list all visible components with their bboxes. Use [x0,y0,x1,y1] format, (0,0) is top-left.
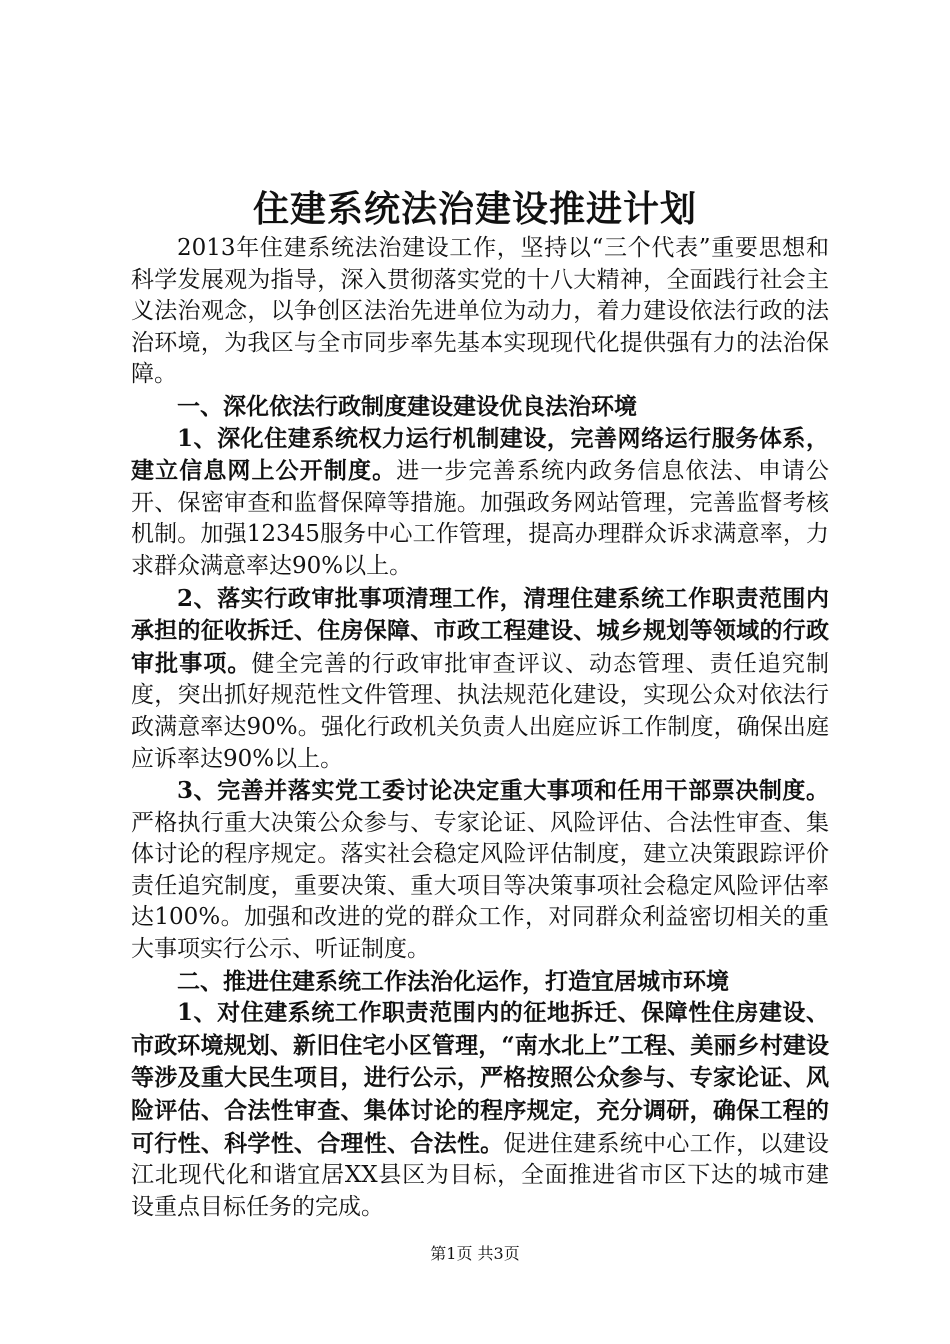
section-2-item-1 [131,997,829,1223]
page-footer: 第1页 共3页 [430,1244,520,1263]
section-1-item-1 [131,423,829,583]
section-1-heading: 一、深化依法行政制度建设建设优良法治环境 [177,392,637,420]
item-lead: 1、对住建系统工作职责范围内的征地拆迁、保障性住房建设、市政环境规划、新旧住宅小区管理，“南水北上”工程、美丽乡村建设等涉及重大民生项目，进行公示，严格按照公众参与、专家论证、风险评估、合法性审查、集体讨论的程序规定，充分调研，确保工程的可行性、科学性、合理性、合法性。 [131,999,829,1157]
item-lead: 3、完善并落实党工委讨论决定重大事项和任用干部票决制度。 [177,777,829,805]
intro-paragraph: 2013年住建系统法治建设工作，坚持以“三个代表”重要思想和科学发展观为指导，深入贯彻落实党的十八大精神，全面践行社会主义法治观念，以争创区法治先进单位为动力，着力建设依法行政的法治环境，为我区与全市同步率先基本实现现代化提供强有力的法治保障。 [131,235,829,388]
item-text: 进一步完善系统内政务信息依法、申请公开、保密审查和监督保障等措施。加强政务网站管理，完善监督考核机制。加强12345服务中心工作管理，提高办理群众诉求满意率，力求群众满意率达90%以上。 [131,458,830,579]
section-1-item-2 [131,583,829,776]
document-title: 住建系统法治建设推进计划 [252,188,697,230]
item-text: 促进住建系统中心工作，以建设江北现代化和谐宜居XX县区为目标，全面推进省市区下达的城市建设重点目标任务的完成。 [131,1130,830,1220]
item-lead: 1、深化住建系统权力运行机制建设，完善网络运行服务体系，建立信息网上公开制度。 [131,424,829,485]
section-1-item-3 [131,775,829,966]
document-body [131,233,829,1223]
item-lead: 2、落实行政审批事项清理工作，清理住建系统工作职责范围内承担的征收拆迁、住房保障、市政工程建设、城乡规划等领域的行政审批事项。 [131,584,829,677]
item-text: 健全完善的行政审批审查评议、动态管理、责任追究制度，突出抓好规范性文件管理、执法规范化建设，实现公众对依法行政满意率达90%。强化行政机关负责人出庭应诉工作制度，确保出庭应诉率达90%以上。 [131,650,830,772]
section-2-heading: 二、推进住建系统工作法治化运作，打造宜居城市环境 [177,967,729,995]
item-text: 严格执行重大决策公众参与、专家论证、风险评估、合法性审查、集体讨论的程序规定。落实社会稳定风险评估制度，建立决策跟踪评价责任追究制度，重要决策、重大项目等决策事项社会稳定风险评估率达100%。加强和改进的党的群众工作，对同群众利益密切相关的重大事项实行公示、听证制度。 [131,809,829,963]
